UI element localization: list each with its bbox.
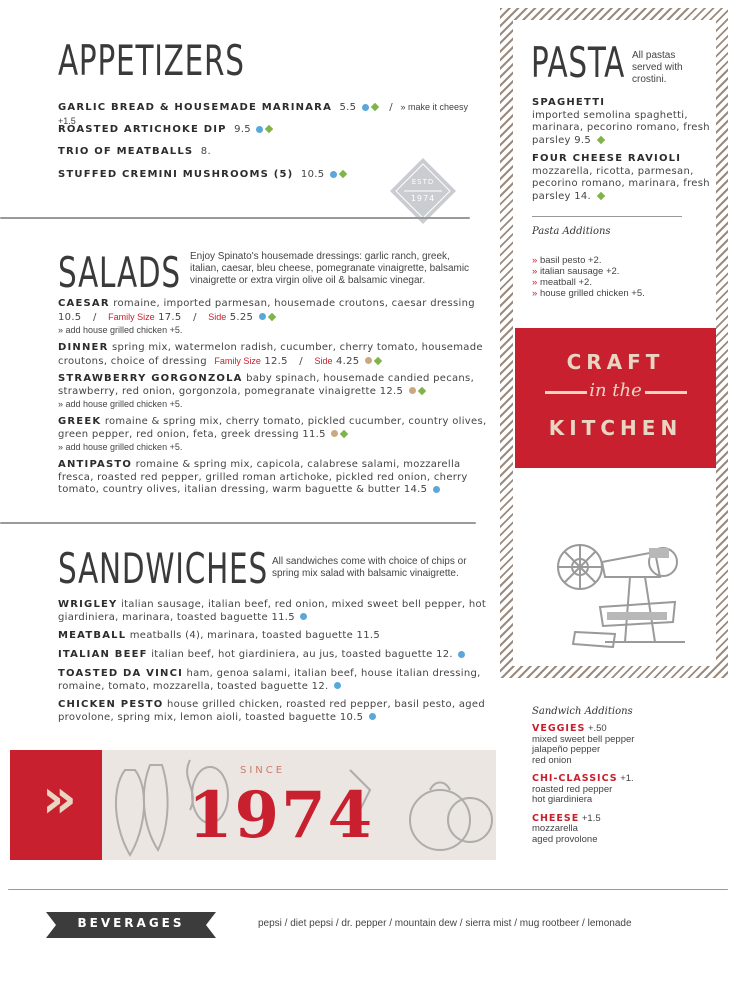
meat-grinder-illustration (545, 522, 705, 662)
menu-item (58, 649, 488, 662)
side-price: 5.25 (229, 311, 254, 323)
item-desc: romaine & spring mix, capicola, calabrese salami, mozzarella fresca, roasted red pepper, grilled roman artichoke, pickled red onion, cherry tomato, country olives, italian dressing, warm baguette & butter (58, 459, 468, 495)
established-badge (388, 156, 458, 226)
craft-line2: in the (589, 380, 642, 401)
item-name: CAESAR (58, 298, 110, 309)
item-price: 11.5 (302, 428, 326, 440)
dietary-icon (256, 126, 263, 133)
craft-kitchen-panel (515, 328, 716, 468)
item-price: 11.5 (271, 611, 295, 623)
family-price: 12.5 (264, 355, 288, 367)
decor-line (645, 391, 687, 394)
dietary-icon (259, 313, 266, 320)
item-desc: italian beef, hot giardiniera, au jus, toasted baguette (151, 649, 433, 660)
sandwiches-intro: All sandwiches come with choice of chips or spring mix salad with balsamic vinaigrette. (272, 556, 467, 579)
item-name: GREEK (58, 416, 102, 427)
item-name: DINNER (58, 342, 109, 353)
side-label: Side (314, 355, 333, 366)
badge-year-text: 1974 (410, 194, 436, 203)
item-desc: mozzarella, ricotta, parmesan, pecorino romano, marinara, fresh parsley (532, 165, 710, 202)
item-price: 14. (574, 190, 592, 202)
family-price: 17.5 (158, 311, 182, 323)
item-desc: baby spinach, housemade candied pecans, strawberry, red onion, gorgonzola, pomegranate vinaigrette (58, 373, 475, 397)
item-desc: imported semolina spaghetti, marinara, pecorino romano, fresh parsley (532, 109, 710, 146)
item-name: TOASTED DA VINCI (58, 668, 184, 679)
pasta-additions-list (532, 255, 645, 299)
item-desc: house grilled chicken, roasted red pepper, basil pesto, aged provolone, spring mix, lemon aioli, toasted baguette (58, 699, 486, 723)
addition-group-name: CHI-CLASSICS (532, 773, 618, 784)
family-size-label: Family Size (108, 311, 155, 322)
addition-group (532, 724, 712, 766)
craft-line3: KITCHEN (548, 416, 683, 440)
item-addon: » add house grilled chicken +5. (58, 325, 183, 335)
vegetarian-icon (267, 312, 275, 320)
item-desc: ham, genoa salami, italian beef, house italian dressing, romaine, tomato, mozzarella, toasted baguette (58, 668, 481, 692)
item-name: GARLIC BREAD & HOUSEMADE MARINARA (58, 102, 333, 113)
sandwich-additions-title: Sandwich Additions (532, 706, 633, 717)
item-name: ANTIPASTO (58, 459, 133, 470)
menu-item (58, 169, 346, 182)
beverages-list: pepsi / diet pepsi / dr. pepper / mountain dew / sierra mist / mug rootbeer / lemonade (258, 918, 632, 929)
item-price: 10.5 (300, 169, 325, 180)
menu-item (58, 373, 488, 412)
item-price: 14.5 (403, 484, 428, 495)
pasta-additions-title: Pasta Additions (532, 226, 611, 237)
craft-line1: CRAFT (566, 350, 665, 374)
item-name: STRAWBERRY GORGONZOLA (58, 373, 243, 384)
list-item: » meatball +2. (532, 277, 592, 288)
pasta-divider (532, 216, 682, 217)
menu-item (58, 459, 490, 497)
menu-item (58, 630, 488, 643)
vegetarian-icon (374, 356, 382, 364)
item-price: 8. (200, 146, 211, 157)
menu-item (58, 124, 272, 137)
addition-group-name: VEGGIES (532, 723, 586, 734)
menu-item (58, 668, 488, 693)
list-item: roasted red pepper (532, 783, 613, 795)
menu-item: GARLIC BREAD & HOUSEMADE MARINARA 5.5 / » make it cheesy +1.5 (58, 102, 468, 126)
item-name: ROASTED ARTICHOKE DIP (58, 124, 227, 135)
salads-intro: Enjoy Spinato's housemade dressings: garlic ranch, greek, italian, caesar, bleu cheese, pomegranate vinaigrette, balsamic vinaigrette or extra virgin olive oil & balsamic vinegar. (190, 251, 470, 286)
item-extra: » make it cheesy +1.5 (58, 102, 468, 126)
vegetarian-icon (596, 191, 604, 199)
salads-title: SALADS (58, 248, 181, 297)
item-desc: spring mix, watermelon radish, cucumber, cherry tomato, housemade croutons, choice of dressing (58, 342, 483, 367)
menu-item (58, 416, 490, 455)
dietary-icon (300, 613, 307, 620)
vegetarian-icon (596, 135, 604, 143)
family-size-label: Family Size (214, 355, 261, 366)
banner-year: 1974 (188, 778, 375, 853)
dietary-icon (334, 682, 341, 689)
dietary-icon (365, 357, 372, 364)
addition-group-name: CHEESE (532, 812, 580, 824)
addition-group (532, 814, 712, 846)
sandwiches-title: SANDWICHES (58, 544, 268, 593)
section-divider (8, 889, 728, 890)
dietary-icon (433, 486, 440, 493)
list-item: red onion (532, 754, 572, 766)
item-price: 9.5 (234, 124, 251, 135)
vegetarian-icon (417, 386, 425, 394)
item-desc: romaine, imported parmesan, housemade croutons, caesar dressing (113, 298, 475, 309)
item-name: MEATBALL (58, 630, 127, 641)
list-item: » house grilled chicken +5. (532, 288, 645, 299)
menu-item: CAESAR romaine, imported parmesan, housemade croutons, caesar dressing 10.5 / Family Size 17.5 / Side 5.25 » add house grilled chicken +5. (58, 298, 475, 335)
list-item: » italian sausage +2. (532, 266, 620, 277)
item-desc: italian sausage, italian beef, red onion, mixed sweet bell pepper, hot giardiniera, marinara, toasted baguette (58, 599, 487, 623)
dietary-icon (331, 430, 338, 437)
item-price: 10.5 (339, 711, 364, 723)
item-addon: » add house grilled chicken +5. (58, 399, 183, 409)
vegetarian-icon (265, 125, 273, 133)
menu-item (532, 153, 710, 203)
menu-item (58, 599, 488, 624)
item-price: 12.5 (379, 385, 404, 397)
dietary-icon (409, 387, 416, 394)
beverages-title: BEVERAGES (77, 916, 185, 930)
badge-top-text: ESTD (411, 178, 435, 186)
dietary-icon (330, 171, 337, 178)
side-price: 4.25 (335, 355, 360, 367)
item-name: CHICKEN PESTO (58, 699, 164, 710)
vegetarian-icon (371, 103, 379, 111)
item-price: 5.5 (339, 102, 357, 113)
vegetarian-icon (340, 429, 348, 437)
diamond-badge-icon (388, 156, 458, 226)
pasta-title: PASTA (531, 38, 626, 87)
item-price: 11.5 (356, 630, 381, 641)
side-label: Side (208, 311, 227, 322)
list-item: aged provolone (532, 833, 598, 845)
item-price: 9.5 (574, 134, 592, 146)
menu-item (58, 146, 211, 159)
addition-group-price: +1.5 (581, 812, 601, 824)
list-item: » basil pesto +2. (532, 255, 602, 266)
addition-group-price: +1. (620, 773, 634, 784)
banner-since: SINCE (240, 765, 286, 776)
item-desc: romaine & spring mix, cherry tomato, pickled cucumber, country olives, green pepper, red onion, feta, greek dressing (58, 416, 487, 440)
item-name: STUFFED CREMINI MUSHROOMS (5) (58, 169, 294, 180)
dietary-icon (362, 104, 369, 111)
menu-item: DINNER spring mix, watermelon radish, cucumber, cherry tomato, housemade croutons, choice of dressing Family Size 12.5 / Side 4.25 (58, 342, 483, 367)
item-price: 12. (311, 680, 329, 692)
section-divider (0, 522, 476, 524)
addition-group-price: +.50 (587, 723, 607, 734)
item-desc: meatballs (4), marinara, toasted baguette (129, 630, 354, 641)
list-item: jalapeño pepper (532, 744, 601, 755)
menu-item (58, 699, 488, 724)
list-item: mixed sweet bell pepper (532, 733, 635, 745)
sandwich-additions-list (532, 724, 712, 845)
list-item: hot giardiniera (532, 794, 593, 805)
vegetarian-icon (339, 170, 347, 178)
since-1974-banner (10, 750, 496, 860)
item-name: SPAGHETTI (532, 97, 606, 108)
addition-group (532, 774, 712, 806)
section-divider (0, 217, 470, 219)
item-name: TRIO OF MEATBALLS (58, 146, 194, 157)
item-name: FOUR CHEESE RAVIOLI (532, 153, 682, 164)
list-item: mozzarella (532, 823, 578, 834)
dietary-icon (458, 651, 465, 658)
banner-arrows: » (42, 767, 77, 830)
appetizers-title: APPETIZERS (58, 36, 245, 85)
item-name: ITALIAN BEEF (58, 649, 148, 660)
menu-item (532, 97, 712, 147)
item-price: 12. (436, 649, 453, 660)
pasta-note: All pastas served with crostini. (632, 50, 683, 85)
item-price: 10.5 (58, 311, 82, 323)
item-name: WRIGLEY (58, 599, 118, 610)
item-addon: » add house grilled chicken +5. (58, 442, 183, 452)
dietary-icon (369, 713, 376, 720)
